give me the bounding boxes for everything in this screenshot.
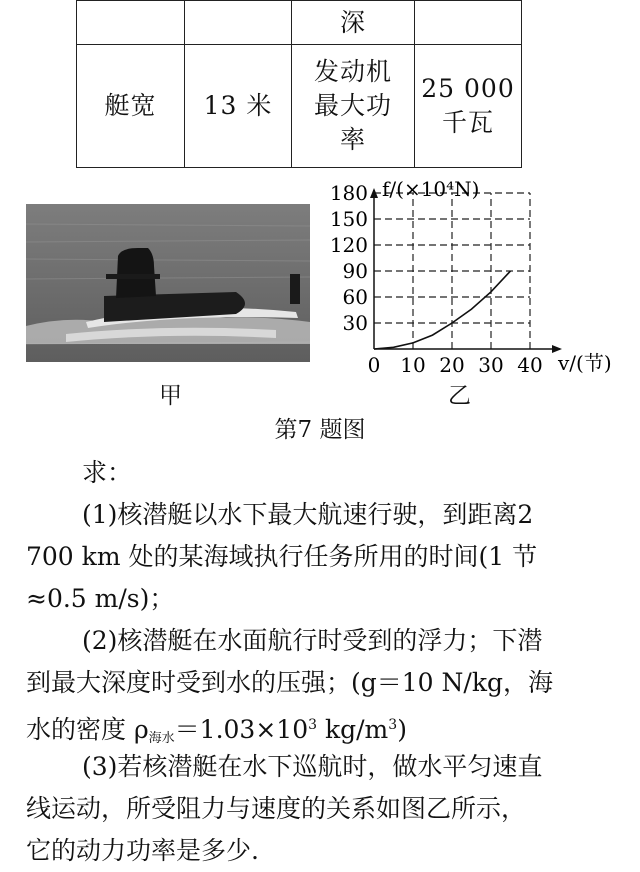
x-tick-label: 40 [517,353,543,377]
engine-power-value-line: 25 000 [421,74,515,103]
engine-power-label-line: 率 [339,125,366,154]
x-tick-label: 10 [400,353,426,377]
text-span: 水的密度 ρ [26,715,149,744]
table-cell: 深 [292,1,415,45]
chart-xlabel: v/(节) [558,351,612,375]
table-cell [77,1,185,45]
submarine-illustration [26,204,310,362]
superscript: 3 [308,717,318,733]
engine-power-value-line: 千瓦 [441,108,494,137]
figure-title: 第7 题图 [274,417,366,443]
y-tick-label: 30 [342,310,368,335]
superscript: 3 [388,717,398,733]
subscript: 海水 [148,731,175,746]
question-block [26,452,622,865]
chart-grid [374,193,530,349]
q3-line: 它的动力功率是多少. [26,836,259,865]
x-tick-label: 0 [367,353,381,377]
hull-width-value: 13 米 [185,45,292,168]
y-tick-label: 150 [329,206,368,231]
chart-ticks [330,181,543,377]
engine-power-label-line: 发动机 [313,57,392,86]
q1-line: ≈0.5 m/s)； [26,584,175,613]
q2-line: (2)核潜艇在水面航行时受到的浮力；下潜 [82,626,543,655]
q1-line: (1)核潜艇以水下最大航速行驶，到距离2 [82,500,534,529]
chart-curve-group [374,271,511,349]
q2-line: 到最大深度时受到水的压强；(g＝10 N/kg，海 [26,668,553,697]
engine-power-label [292,45,415,168]
question-intro: 求： [82,458,133,487]
chart-caption: 乙 [448,383,471,409]
table-cell [415,1,522,45]
q3-line: 线运动，所受阻力与速度的关系如图乙所示， [26,794,527,823]
engine-power-value [415,45,522,168]
engine-power-label-line: 最大功 [313,91,392,120]
table-cell [185,1,292,45]
drag-speed-chart [328,178,628,400]
spec-table [76,0,522,168]
y-tick-label: 180 [329,180,368,205]
submarine-photo [26,204,310,362]
y-tick-label: 90 [342,258,368,283]
y-tick-label: 120 [329,232,368,257]
text-span: ) [397,715,407,744]
x-tick-label: 30 [478,353,504,377]
q3-line: (3)若核潜艇在水下巡航时，做水平匀速直 [82,752,543,781]
q1-line: 700 km 处的某海域执行任务所用的时间(1 节 [26,542,538,571]
text-span: ＝1.03×10 [174,715,309,744]
hull-width-label: 艇宽 [77,45,185,168]
photo-caption: 甲 [159,383,182,409]
text-span: kg/m [317,715,389,744]
x-tick-label: 20 [439,353,465,377]
chart-ylabel: f/(×10⁴N) [382,178,480,201]
y-tick-label: 60 [342,284,368,309]
series-line [374,271,511,349]
